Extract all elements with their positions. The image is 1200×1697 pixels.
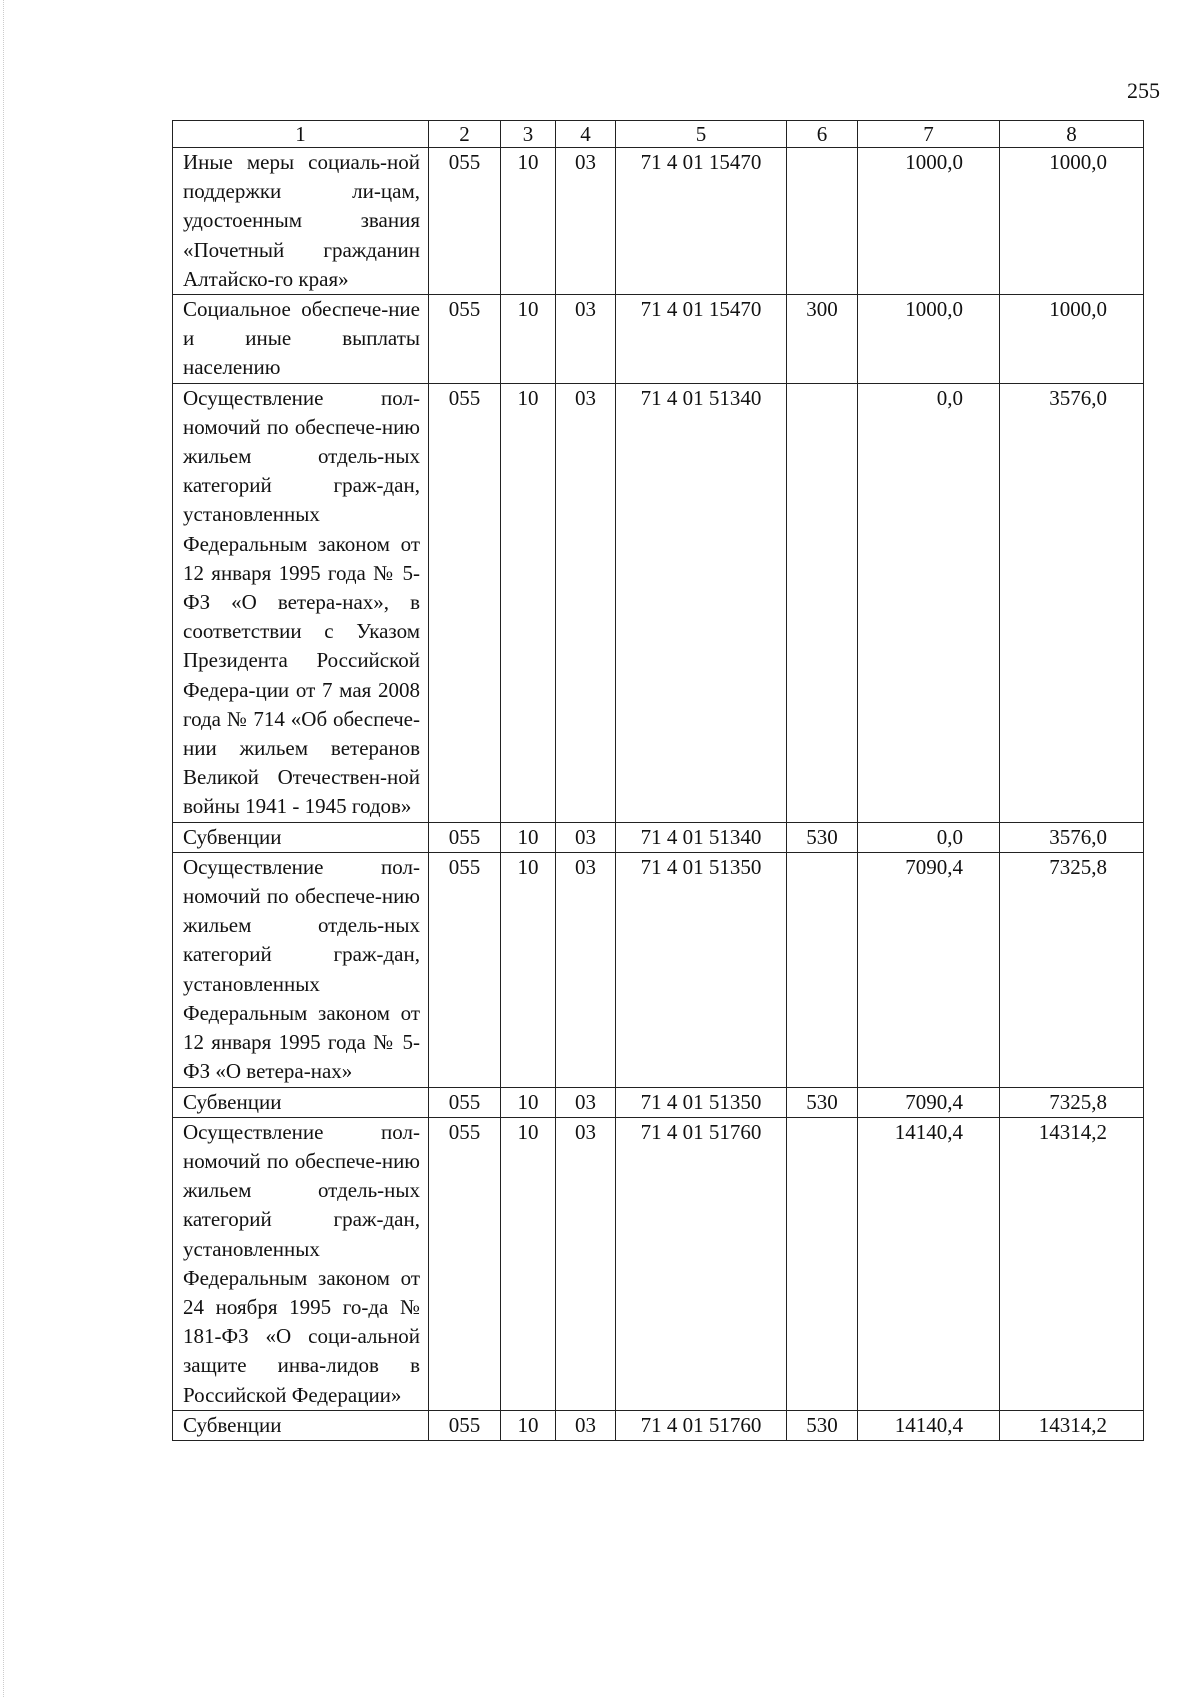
header-cell-2: 2: [429, 121, 501, 148]
header-cell-7: 7: [858, 121, 1000, 148]
amount-year1-cell: 0,0: [858, 822, 1000, 852]
target-article-cell: 71 4 01 51760: [616, 1117, 787, 1410]
expense-type-cell: [787, 148, 858, 295]
amount-year2-cell: 7325,8: [1000, 852, 1144, 1087]
expense-type-cell: 530: [787, 1410, 858, 1440]
expense-type-cell: 530: [787, 822, 858, 852]
table-row: [173, 852, 1144, 1087]
header-cell-6: 6: [787, 121, 858, 148]
amount-year2-cell: 1000,0: [1000, 148, 1144, 295]
target-article-cell: 71 4 01 51340: [616, 383, 787, 822]
subsection-code-cell: 03: [556, 1117, 616, 1410]
table-row: [173, 148, 1144, 295]
row-name-cell: Осуществление пол-номочий по обеспече-нию жильем отдель-ных категорий граж-дан, установленных Федеральным законом от 12 января 1995 года № 5-ФЗ «О ветера-нах», в соответствии с Указом Президента Российской Федера-ции от 7 мая 2008 года № 714 «Об обеспече-нии жильем ветеранов Великой Отечествен-ной войны 1941 - 1945 годов»: [173, 383, 429, 822]
amount-year2-cell: 14314,2: [1000, 1410, 1144, 1440]
header-row: [173, 121, 1144, 148]
expense-type-cell: 530: [787, 1087, 858, 1117]
table-row: [173, 383, 1144, 822]
section-code-cell: 10: [501, 822, 556, 852]
page-number: 255: [1127, 78, 1160, 103]
header-cell-4: 4: [556, 121, 616, 148]
amount-year1-cell: 14140,4: [858, 1410, 1000, 1440]
table-row: [173, 295, 1144, 384]
amount-year2-cell: 7325,8: [1000, 1087, 1144, 1117]
expense-type-cell: [787, 852, 858, 1087]
subsection-code-cell: 03: [556, 1087, 616, 1117]
expense-type-cell: [787, 383, 858, 822]
section-code-cell: 10: [501, 383, 556, 822]
target-article-cell: 71 4 01 15470: [616, 295, 787, 384]
row-name-cell: Субвенции: [173, 822, 429, 852]
ministry-code-cell: 055: [429, 148, 501, 295]
table-row: [173, 1117, 1144, 1410]
ministry-code-cell: 055: [429, 852, 501, 1087]
expense-type-cell: 300: [787, 295, 858, 384]
subsection-code-cell: 03: [556, 822, 616, 852]
ministry-code-cell: 055: [429, 822, 501, 852]
table-body: [173, 148, 1144, 1441]
target-article-cell: 71 4 01 15470: [616, 148, 787, 295]
subsection-code-cell: 03: [556, 383, 616, 822]
scan-edge-mark: [3, 0, 4, 1697]
target-article-cell: 71 4 01 51350: [616, 852, 787, 1087]
header-cell-8: 8: [1000, 121, 1144, 148]
section-code-cell: 10: [501, 1410, 556, 1440]
amount-year1-cell: 1000,0: [858, 295, 1000, 384]
amount-year1-cell: 7090,4: [858, 1087, 1000, 1117]
ministry-code-cell: 055: [429, 1410, 501, 1440]
amount-year1-cell: 0,0: [858, 383, 1000, 822]
section-code-cell: 10: [501, 1117, 556, 1410]
header-cell-1: 1: [173, 121, 429, 148]
row-name-cell: Осуществление пол-номочий по обеспече-нию жильем отдель-ных категорий граж-дан, установленных Федеральным законом от 24 ноября 1995 го-да № 181-ФЗ «О соци-альной защите инва-лидов в Российской Федерации»: [173, 1117, 429, 1410]
table-row: [173, 1410, 1144, 1440]
row-name-cell: Осуществление пол-номочий по обеспече-нию жильем отдель-ных категорий граж-дан, установленных Федеральным законом от 12 января 1995 года № 5-ФЗ «О ветера-нах»: [173, 852, 429, 1087]
target-article-cell: 71 4 01 51340: [616, 822, 787, 852]
ministry-code-cell: 055: [429, 383, 501, 822]
row-name-cell: Субвенции: [173, 1087, 429, 1117]
table-row: [173, 1087, 1144, 1117]
amount-year2-cell: 3576,0: [1000, 822, 1144, 852]
subsection-code-cell: 03: [556, 148, 616, 295]
subsection-code-cell: 03: [556, 852, 616, 1087]
header-cell-3: 3: [501, 121, 556, 148]
section-code-cell: 10: [501, 148, 556, 295]
row-name-cell: Субвенции: [173, 1410, 429, 1440]
amount-year1-cell: 14140,4: [858, 1117, 1000, 1410]
section-code-cell: 10: [501, 852, 556, 1087]
amount-year1-cell: 7090,4: [858, 852, 1000, 1087]
expense-type-cell: [787, 1117, 858, 1410]
subsection-code-cell: 03: [556, 1410, 616, 1440]
ministry-code-cell: 055: [429, 1087, 501, 1117]
ministry-code-cell: 055: [429, 1117, 501, 1410]
amount-year1-cell: 1000,0: [858, 148, 1000, 295]
target-article-cell: 71 4 01 51760: [616, 1410, 787, 1440]
row-name-cell: Иные меры социаль-ной поддержки ли-цам, удостоенным звания «Почетный гражданин Алтайско-го края»: [173, 148, 429, 295]
target-article-cell: 71 4 01 51350: [616, 1087, 787, 1117]
section-code-cell: 10: [501, 1087, 556, 1117]
section-code-cell: 10: [501, 295, 556, 384]
row-name-cell: Социальное обеспече-ние и иные выплаты населению: [173, 295, 429, 384]
ministry-code-cell: 055: [429, 295, 501, 384]
budget-table: [172, 120, 1144, 1441]
table-row: [173, 822, 1144, 852]
amount-year2-cell: 14314,2: [1000, 1117, 1144, 1410]
amount-year2-cell: 1000,0: [1000, 295, 1144, 384]
subsection-code-cell: 03: [556, 295, 616, 384]
amount-year2-cell: 3576,0: [1000, 383, 1144, 822]
header-cell-5: 5: [616, 121, 787, 148]
